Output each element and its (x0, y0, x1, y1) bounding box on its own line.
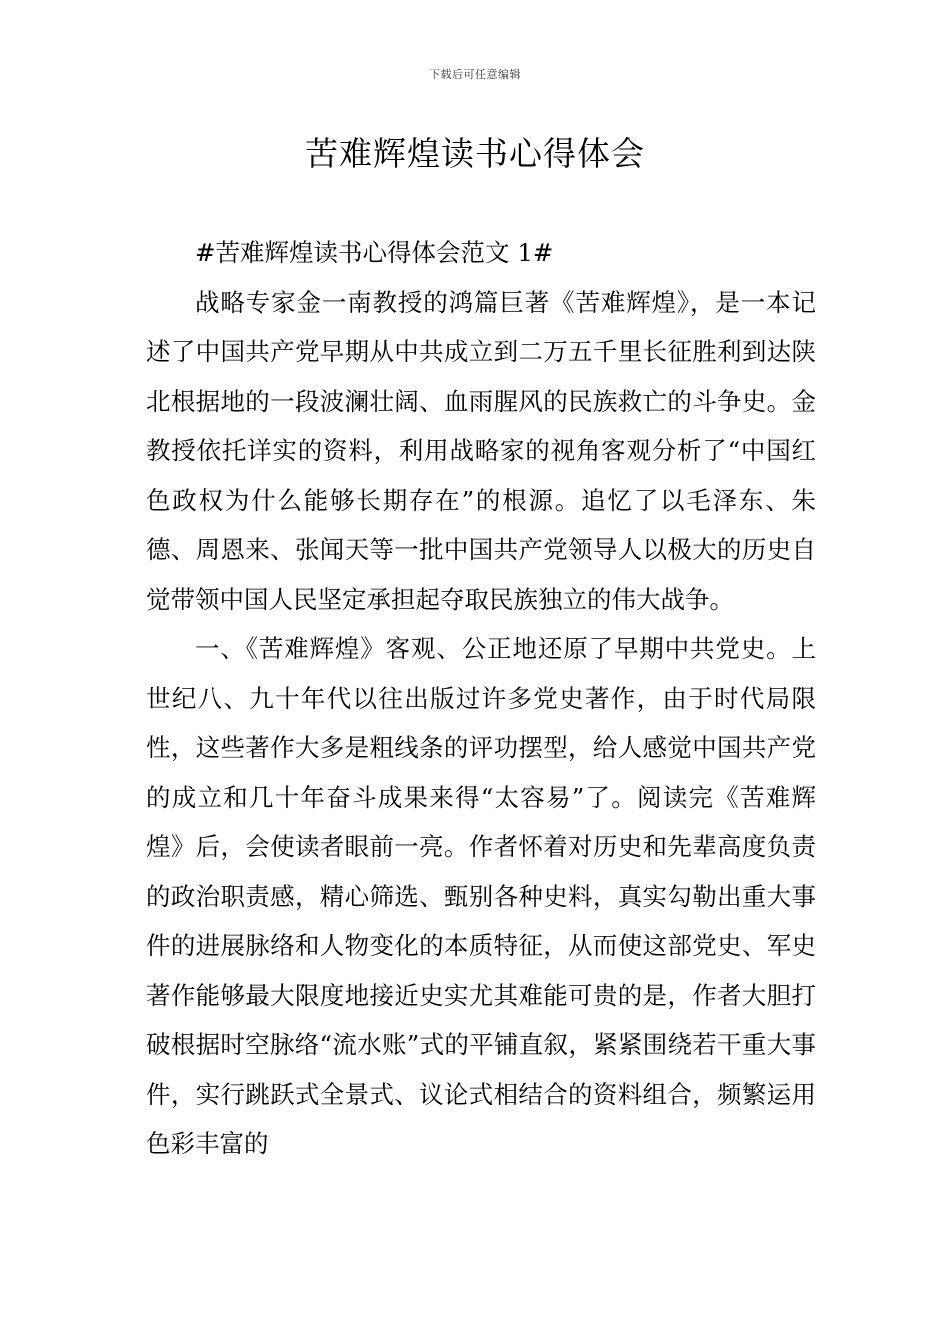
paragraph-2: 一、《苦难辉煌》客观、公正地还原了早期中共党史。上世纪八、九十年代以往出版过许多党史著作，由于时代局限性，这些著作大多是粗线条的评功摆型，给人感觉中国共产党的成立和几十年奋斗成果来得“太容易”了。阅读完《苦难辉煌》后，会使读者眼前一亮。作者怀着对历史和先辈高度负责的政治职责感，精心筛选、甄别各种史料，真实勾勒出重大事件的进展脉络和人物变化的本质特征，从而使这部党史、军史著作能够最大限度地接近史实尤其难能可贵的是，作者大胆打破根据时空脉络“流水账”式的平铺直叙，紧紧围绕若干重大事件，实行跳跃式全景式、议论式相结合的资料组合，频繁运用色彩丰富的 (146, 634, 816, 1158)
document-body (146, 228, 816, 1169)
header-note: 下载后可任意编辑 (429, 68, 521, 81)
section-subheading: #苦难辉煌读书心得体会范文 1# (195, 238, 554, 267)
paragraph-1: 战略专家金一南教授的鸿篇巨著《苦难辉煌》，是一本记述了中国共产党早期从中共成立到二万五千里长征胜利到达陕北根据地的一段波澜壮阔、血雨腥风的民族救亡的斗争史。金教授依托详实的资料，利用战略家的视角客观分析了“中国红色政权为什么能够长期存在”的根源。追忆了以毛泽东、朱德、周恩来、张闻天等一批中国共产党领导人以极大的历史自觉带领中国人民坚定承担起夺取民族独立的伟大战争。 (146, 287, 816, 614)
document-title: 苦难辉煌读书心得体会 (305, 134, 645, 173)
